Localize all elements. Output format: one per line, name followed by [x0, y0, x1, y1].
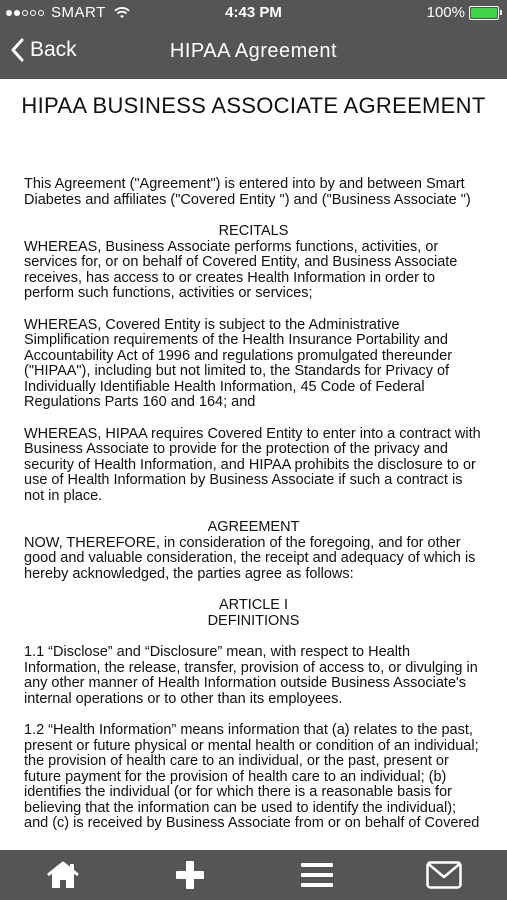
clause-paragraph: 1.2 “Health Information” means information that (a) relates to the past, present or future physical or mental health or condition of an individual; the provision of health care to an individual, or the past, present or future payment for the provision of health care to an individual; (b) identifies the individual (or for which there is a reasonable basis for believing that the information can be used to identify the individual); and (c) is received by Business Associate from or on behalf of Covered	[24, 722, 480, 831]
tab-mail[interactable]	[414, 850, 474, 900]
plus-icon	[175, 860, 205, 890]
battery-icon	[469, 6, 499, 20]
page-title: HIPAA Agreement	[169, 40, 338, 62]
mail-icon	[426, 861, 462, 889]
status-time: 4:43 PM	[225, 4, 282, 21]
tab-bar	[0, 850, 507, 900]
menu-icon	[301, 861, 333, 889]
tab-home[interactable]	[33, 850, 93, 900]
status-bar	[0, 0, 507, 26]
back-label: Back	[30, 38, 77, 61]
definitions-heading: DEFINITIONS	[207, 612, 300, 629]
navigation-bar	[0, 26, 507, 79]
intro-paragraph: This Agreement ("Agreement") is entered into by and between Smart Diabetes and affiliates ("Covered Entity ") and ("Business Associate ")	[24, 176, 471, 208]
tab-add[interactable]	[160, 850, 220, 900]
recitals-heading: RECITALS	[218, 223, 289, 239]
home-icon	[46, 861, 80, 889]
document-scroll-area[interactable]	[0, 79, 507, 850]
clause-paragraph: 1.1 “Disclose” and “Disclosure” mean, with respect to Health Information, the release, transfer, provision of access to, or divulging in any other manner of Health Information outside Business Associate's internal operations or to other than its employees.	[24, 644, 478, 707]
agreement-paragraph: NOW, THEREFORE, in consideration of the foregoing, and for other good and valuable consideration, the receipt and adequacy of which is hereby acknowledged, the parties agree as follows:	[24, 534, 476, 582]
document-title: HIPAA BUSINESS ASSOCIATE AGREEMENT	[21, 93, 486, 118]
tab-menu[interactable]	[287, 850, 347, 900]
recital-paragraph: WHEREAS, HIPAA requires Covered Entity to enter into a contract with Business Associate to provide for the protection of the privacy and security of Health Information, and HIPAA prohibits the disclosure to or use of Health Information by Business Associate if such a contract is not in place.	[24, 425, 481, 504]
recital-paragraph: WHEREAS, Business Associate performs functions, activities, or services for, or on behalf of Covered Entity, and Business Associate receives, has access to or creates Health Information in order to perform such functions, activities or services;	[24, 238, 458, 301]
article-heading: ARTICLE I	[218, 597, 289, 613]
status-right	[427, 4, 499, 21]
carrier-name: SMART	[51, 4, 106, 21]
agreement-heading: AGREEMENT	[207, 519, 300, 535]
battery-percent: 100%	[426, 4, 465, 21]
recital-paragraph: WHEREAS, Covered Entity is subject to the Administrative Simplification requirements of the Health Insurance Portability and Accountability Act of 1996 and regulations promulgated thereunder ("HIPAA"), including but not limited to, the Standards for Privacy of Individually Identifiable Health Information, 45 Code of Federal Regulations Parts 160 and 164; and	[24, 316, 453, 410]
document-body	[0, 177, 507, 832]
